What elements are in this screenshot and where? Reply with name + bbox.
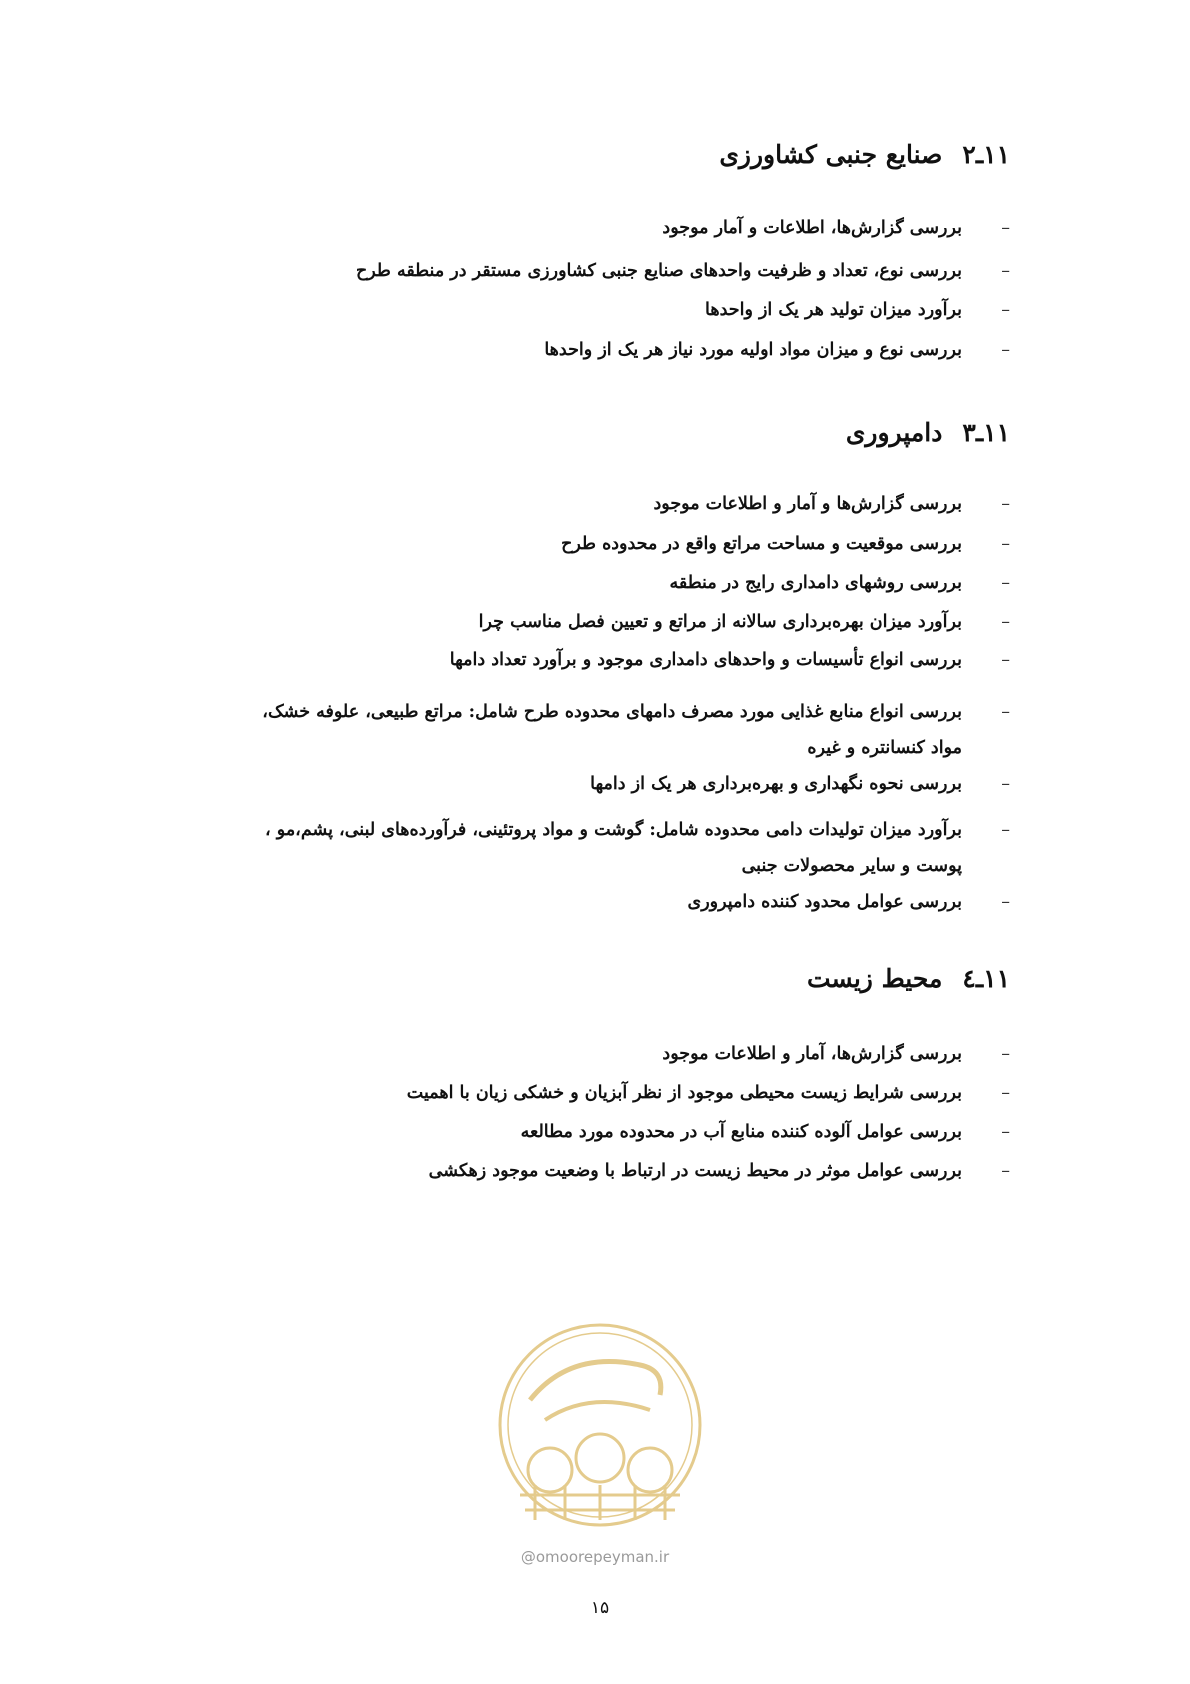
list-item-text: بررسی گزارش‌ها و آمار و اطلاعات موجود bbox=[653, 494, 962, 514]
watermark-caption: @omoorepeyman.ir bbox=[520, 1548, 670, 1566]
bullet-dash-icon: – bbox=[1001, 1122, 1010, 1142]
bullet-dash-icon: – bbox=[1001, 340, 1010, 360]
section-number: ۱۱ـ٤ bbox=[962, 964, 1010, 993]
section-heading bbox=[719, 140, 1010, 169]
watermark-logo-icon bbox=[490, 1320, 710, 1570]
list-item-text: بررسی انواع منابع غذایی مورد مصرف دامهای محدوده طرح شامل: مراتع طبیعی، علوفه خشک، bbox=[262, 702, 962, 722]
bullet-dash-icon: – bbox=[1001, 1083, 1010, 1103]
list-item-text: بررسی شرایط زیست محیطی موجود از نظر آبزیان و خشکی زیان با اهمیت bbox=[406, 1083, 962, 1103]
section-title: دامپروری bbox=[845, 418, 943, 447]
bullet-dash-icon: – bbox=[1001, 261, 1010, 281]
list-item bbox=[356, 261, 1010, 281]
list-item bbox=[407, 1083, 1010, 1103]
list-item-text: بررسی گزارش‌ها، اطلاعات و آمار موجود bbox=[662, 218, 962, 238]
bullet-dash-icon: – bbox=[1001, 300, 1010, 320]
bullet-dash-icon: – bbox=[1001, 218, 1010, 238]
list-item-text: بررسی عوامل آلوده کننده منابع آب در محدوده مورد مطالعه bbox=[520, 1122, 962, 1142]
list-item bbox=[662, 218, 1010, 238]
list-item bbox=[654, 494, 1010, 514]
list-item-text: بررسی انواع تأسیسات و واحدهای دامداری موجود و برآورد تعداد دامها bbox=[449, 650, 962, 670]
bullet-dash-icon: – bbox=[1001, 1161, 1010, 1181]
bullet-dash-icon: – bbox=[1001, 534, 1010, 554]
list-item-text: بررسی نوع، تعداد و ظرفیت واحدهای صنایع جنبی کشاورزی مستقر در منطقه طرح bbox=[355, 261, 962, 281]
section-number: ۱۱ـ۲ bbox=[962, 140, 1010, 169]
list-item bbox=[521, 1122, 1010, 1142]
list-item-text: برآورد میزان بهره‌برداری سالانه از مراتع و تعیین فصل مناسب چرا bbox=[478, 612, 962, 632]
bullet-dash-icon: – bbox=[1001, 1044, 1010, 1064]
bullet-dash-icon: – bbox=[1001, 774, 1010, 794]
list-item-text: بررسی عوامل موثر در محیط زیست در ارتباط با وضعیت موجود زهکشی bbox=[428, 1161, 962, 1181]
list-item bbox=[429, 1161, 1010, 1181]
section-title: محیط زیست bbox=[806, 964, 943, 993]
list-item-text: بررسی نحوه نگهداری و بهره‌برداری هر یک از دامها bbox=[590, 774, 962, 794]
bullet-dash-icon: – bbox=[1001, 494, 1010, 514]
bullet-dash-icon: – bbox=[1001, 820, 1010, 840]
list-item-continuation: پوست و سایر محصولات جنبی bbox=[741, 856, 962, 876]
list-item bbox=[669, 573, 1010, 593]
list-item bbox=[544, 340, 1010, 360]
list-item bbox=[662, 1044, 1010, 1064]
list-item bbox=[561, 534, 1010, 554]
bullet-dash-icon: – bbox=[1001, 612, 1010, 632]
page-number: ۱۵ bbox=[590, 1598, 610, 1618]
list-item bbox=[590, 774, 1010, 794]
list-item-text: برآورد میزان تولیدات دامی محدوده شامل: گوشت و مواد پروتئینی، فرآورده‌های لبنی، پشم،مو ، bbox=[265, 820, 962, 840]
list-item bbox=[450, 650, 1010, 670]
section-title: صنایع جنبی کشاورزی bbox=[719, 140, 943, 169]
list-item-text: برآورد میزان تولید هر یک از واحدها bbox=[705, 300, 962, 320]
list-item-text: بررسی نوع و میزان مواد اولیه مورد نیاز هر یک از واحدها bbox=[544, 340, 962, 360]
list-item-text: بررسی موقعیت و مساحت مراتع واقع در محدوده طرح bbox=[561, 534, 962, 554]
list-item-continuation: مواد کنسانتره و غیره bbox=[807, 738, 962, 758]
list-item bbox=[265, 812, 1010, 884]
list-item bbox=[479, 612, 1010, 632]
bullet-dash-icon: – bbox=[1001, 573, 1010, 593]
list-item-text: بررسی گزارش‌ها، آمار و اطلاعات موجود bbox=[662, 1044, 962, 1064]
bullet-dash-icon: – bbox=[1001, 892, 1010, 912]
section-heading bbox=[807, 964, 1010, 993]
section-heading bbox=[846, 418, 1010, 447]
bullet-dash-icon: – bbox=[1001, 650, 1010, 670]
list-item-text: بررسی روشهای دامداری رایج در منطقه bbox=[669, 573, 962, 593]
section-number: ۱۱ـ۳ bbox=[962, 418, 1010, 447]
list-item-text: بررسی عوامل محدود کننده دامپروری bbox=[687, 892, 962, 912]
list-item bbox=[705, 300, 1010, 320]
list-item bbox=[262, 694, 1010, 766]
bullet-dash-icon: – bbox=[1001, 702, 1010, 722]
list-item bbox=[688, 892, 1010, 912]
